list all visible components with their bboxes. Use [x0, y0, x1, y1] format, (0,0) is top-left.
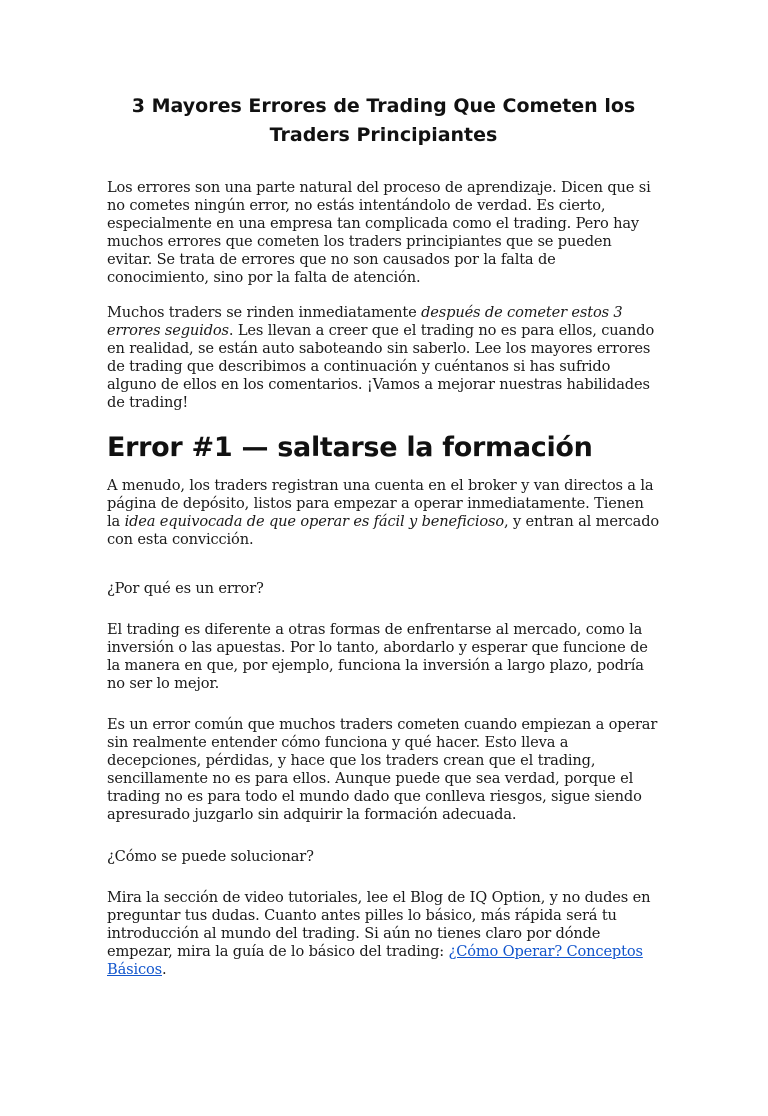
para2-text-a: Muchos traders se rinden inmediatamente — [107, 303, 422, 321]
document-page — [0, 92, 768, 1116]
para6-text-b: . — [161, 961, 167, 978]
para2-emphasis: después de cometer estos 3 errores seguidos — [107, 303, 623, 339]
trading-difference-paragraph: El trading es diferente a otras formas de enfrentarse al mercado, como la inversión o las apuestas. Por lo tanto, abordarlo y esperar que funcione de la manera en que, por ejemplo, funciona la inversión a largo plazo, podría no ser lo mejor. — [107, 620, 648, 692]
para6-text-a: Mira la sección de video tutoriales, lee el Blog de IQ Option, y no dudes en preguntar tus dudas. Cuanto antes pilles lo básico, más rápida será tu introducción al mundo del trading. Si aún no tienes claro por dónde empezar, mira la guía de lo básico del trading: — [107, 888, 651, 960]
para2-text-b: . Les llevan a creer que el trading no es para ellos, cuando en realidad, se están auto saboteando sin saberlo. Lee los mayores errores de trading que describimos a continuación y cuéntanos si has sufrido alguno de ellos en los comentarios. ¡Vamos a mejorar nuestras habilidades de trading! — [107, 321, 655, 412]
para3-text-a: A menudo, los traders registran una cuenta en el broker y van directos a la página de depósito, listos para empezar a operar inmediatamente. Tienen la — [107, 477, 654, 531]
para3-text-b: , y entran al mercado con esta convicción. — [107, 513, 660, 549]
question-how-solve: ¿Cómo se puede solucionar? — [107, 847, 314, 865]
title-line-2: Traders Principiantes — [269, 124, 498, 146]
section-heading-error-1: Error #1 — saltarse la formación — [107, 432, 593, 464]
second-paragraph — [107, 304, 660, 413]
solution-paragraph — [107, 889, 660, 979]
question-why-error: ¿Por qué es un error? — [107, 579, 264, 597]
document-title — [107, 92, 660, 150]
intro-paragraph: Los errores son una parte natural del proceso de aprendizaje. Dicen que si no cometes ningún error, no estás intentándolo de verdad. Es cierto, especialmente en una empresa tan complicada como el trading. Pero hay muchos errores que cometen los traders principiantes que se pueden evitar. Se trata de errores que no son causados por la falta de conocimiento, sino por la falta de atención. — [107, 179, 651, 287]
para3-emphasis: idea equivocada de que operar es fácil y beneficioso — [124, 513, 504, 531]
common-error-paragraph: Es un error común que muchos traders cometen cuando empiezan a operar sin realmente entender cómo funciona y qué hacer. Esto lleva a decepciones, pérdidas, y hace que los traders crean que el trading, sencillamente no es para ellos. Aunque puede que sea verdad, porque el trading no es para todo el mundo dado que conlleva riesgos, sigue siendo apresurado juzgarlo sin adquirir la formación adecuada. — [107, 715, 658, 824]
basics-guide-link[interactable]: ¿Cómo Operar? Conceptos Básicos — [107, 942, 643, 978]
error-1-paragraph — [107, 477, 660, 549]
title-line-1: 3 Mayores Errores de Trading Que Cometen los — [131, 95, 636, 117]
